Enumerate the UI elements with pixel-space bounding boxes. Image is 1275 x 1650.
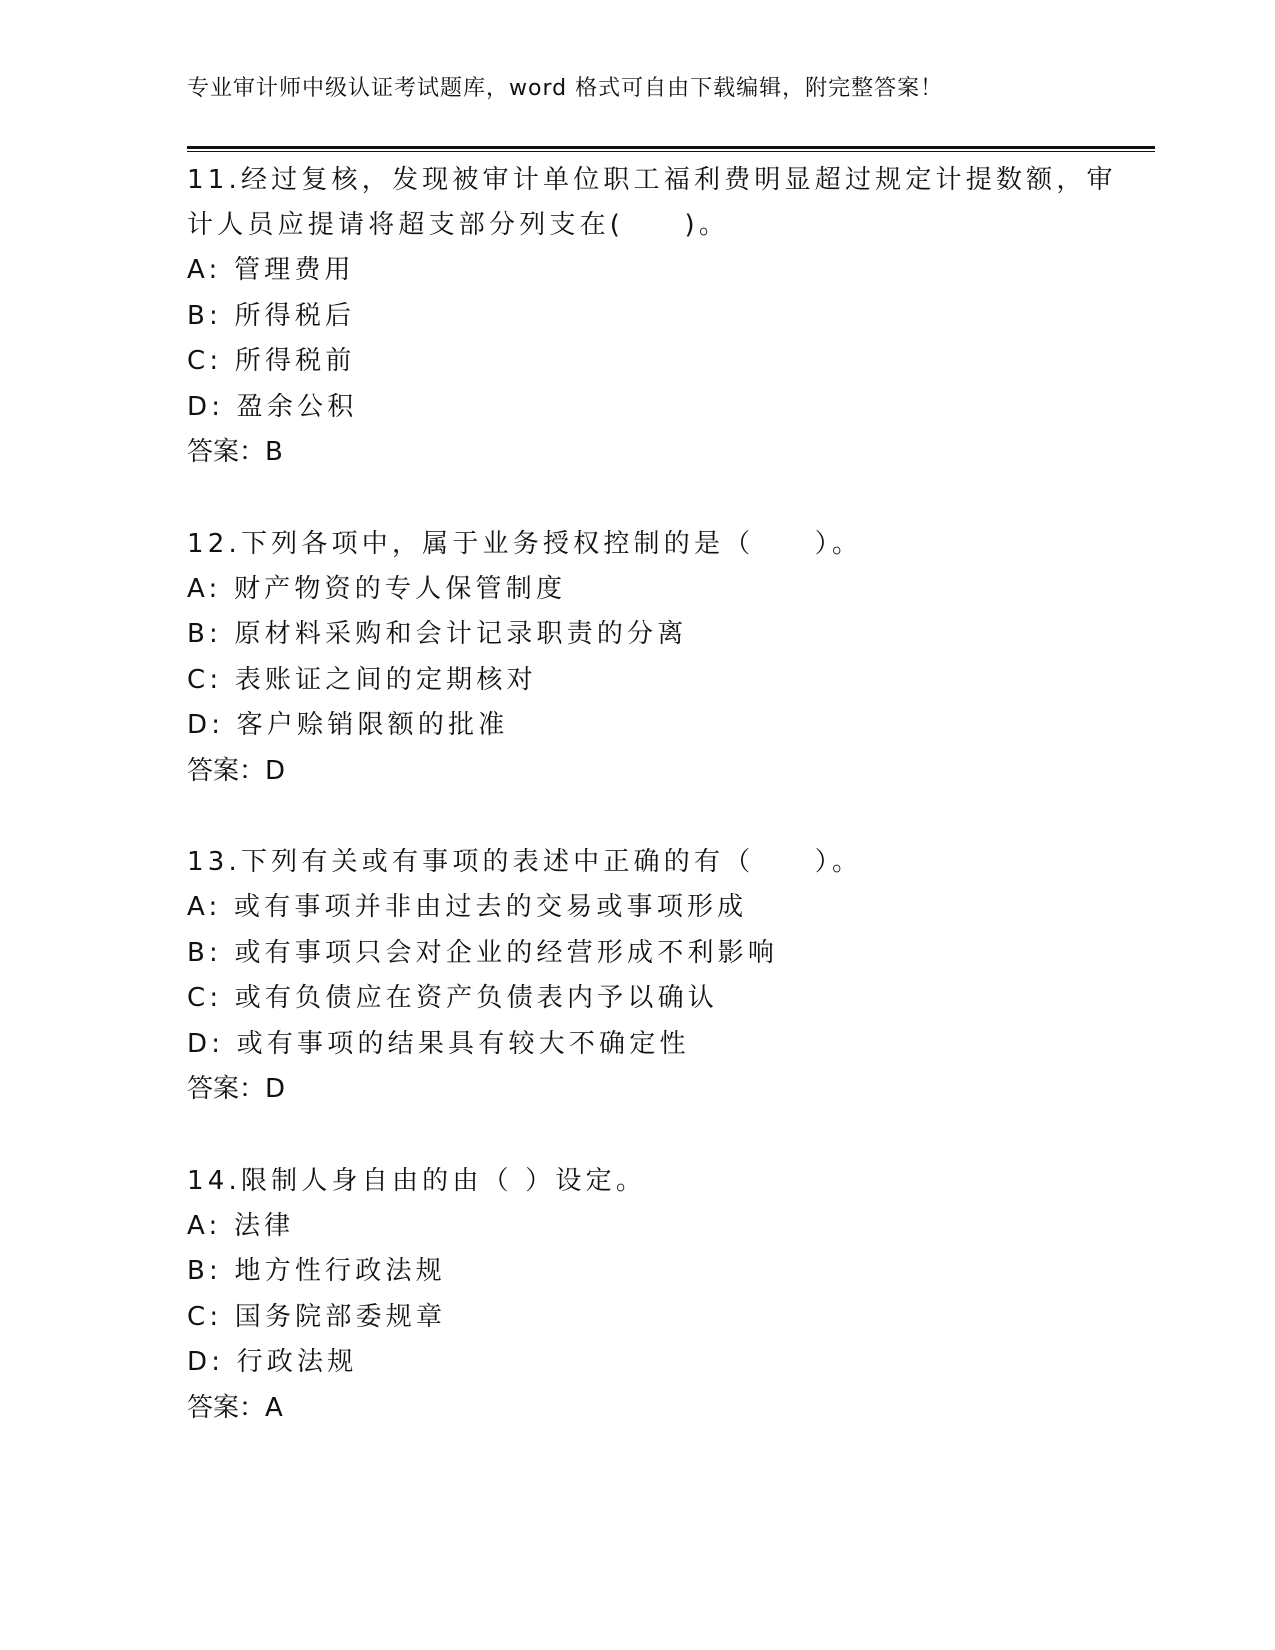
option-a: A: 法律 [187,1210,295,1241]
question-text: 13.下列有关或有事项的表述中正确的有（ ）。 [187,847,863,877]
option-d: D: 或有事项的结果具有较大不确定性 [187,1028,690,1059]
header-rule-thin [187,151,1155,152]
page-header: 专业审计师中级认证考试题库，word 格式可自由下载编辑，附完整答案！ [187,76,944,101]
option-a: A: 或有事项并非由过去的交易或事项形成 [187,892,748,922]
option-c: C: 国务院部委规章 [187,1301,447,1332]
answer: 答案：D [187,1074,286,1104]
question-text: 12.下列各项中，属于业务授权控制的是（ ）。 [187,528,863,559]
answer: 答案：D [187,755,286,786]
option-b: B: 或有事项只会对企业的经营形成不利影响 [187,937,779,968]
option-c: C: 所得税前 [187,346,356,376]
question-text: 14.限制人身自由的由（ ）设定。 [187,1165,647,1196]
option-b: B: 原材料采购和会计记录职责的分离 [187,619,688,649]
question-12 [187,522,1087,795]
answer: 答案：B [187,437,283,467]
question-14 [187,1159,1087,1432]
option-b: B: 所得税后 [187,300,356,331]
question-11 [187,158,1117,476]
option-d: D: 盈余公积 [187,391,358,422]
option-c: C: 表账证之间的定期核对 [187,664,537,695]
answer: 答案：A [187,1392,283,1423]
spacer [187,794,1087,840]
spacer [187,1113,1087,1159]
option-a: A: 管理费用 [187,255,355,285]
header-rule-thick [187,146,1155,149]
question-text: 11.经过复核，发现被审计单位职工福利费明显超过规定计提数额，审 [187,165,1117,195]
spacer [187,476,1087,522]
option-d: D: 客户赊销限额的批准 [187,710,509,740]
option-b: B: 地方性行政法规 [187,1256,446,1286]
question-13 [187,840,1087,1113]
option-d: D: 行政法规 [187,1347,358,1377]
option-a: A: 财产物资的专人保管制度 [187,573,567,604]
option-c: C: 或有负债应在资产负债表内予以确认 [187,983,718,1013]
question-list [187,158,1117,1431]
question-text: 计人员应提请将超支部分列支在( )。 [187,210,730,240]
